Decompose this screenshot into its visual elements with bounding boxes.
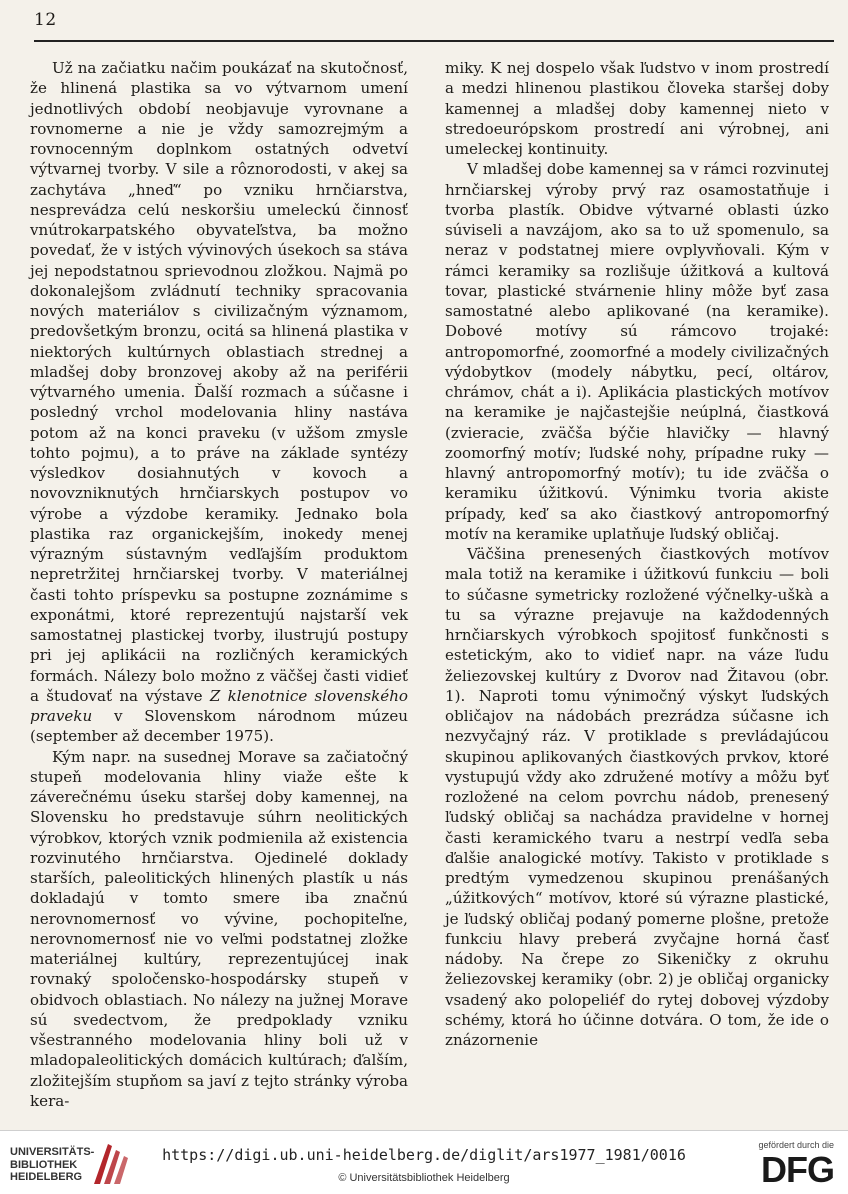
paragraph-text: v Slovenskom národnom múzeu (september až december 1975). (30, 707, 408, 746)
footer-rule (0, 1130, 848, 1131)
paragraph (30, 58, 408, 747)
logo-line: BIBLIOTHEK (10, 1158, 78, 1171)
header-rule (34, 40, 834, 42)
logo-line: UNIVERSITÄTS- (10, 1146, 95, 1158)
source-url-link[interactable]: https://digi.ub.uni-heidelberg.de/diglit/ars1977_1981/0016 (162, 1146, 686, 1164)
right-column (445, 58, 829, 1050)
paragraph: Väčšina prenesených čiastkových motívov mala totiž na keramike i úžitkovú funkciu — boli to súčasne symetricky rozložené výčnelky-uškà a tu sa výrazne prejavuje na každodenných hrnčiarskych výrobkoch spojitosť funkčnosti s estetickým, ako to vidieť napr. na váze ľudu želiezovskej kultúry z Dvorov nad Žitavou (obr. 1). Naproti tomu výnimočný výskyt ľudských obličajov na nádobách prezrádza súčasne ich nezvyčajný ráz. V protiklade s prevládajúcou skupinou aplikovaných čiastkových prvkov, ktoré vystupujú vždy ako združené motívy a môžu byť rozložené na celom povrchu nádob, prenesený ľudský obličaj sa nachádza pravidelne v hornej časti keramického tvaru a nestrpí vedľa seba ďalšie analogické motívy. Takisto v protiklade s predtým vymedzenou skupinou prenášaných „úžitkových“ motívov, ktoré sú výrazne plastické, je ľudský obličaj podaný pomerne plošne, pretože funkciu hlavy preberá zvyčajne horná časť nádoby. Na črepe zo Sikeničky z okruhu želiezovskej keramiky (obr. 2) je obličaj organicky vsadený ako polореliéf do rytej dobovej výzdoby schémy, ktorá ho účinne dotvára. O tom, že ide o znázornenie (445, 545, 829, 1049)
logo-line: HEIDELBERG (10, 1171, 83, 1183)
paragraph: V mladšej dobe kamennej sa v rámci rozvinutej hrnčiarskej výroby prvý raz osamostatňuje i tvorba plastík. Obidve výtvarné oblasti úzko súviseli a navzájom, ako sa to už spomenulo, sa neraz v podstatnej miere ovplyvňovali. Kým v rámci keramiky sa rozlišuje úžitková a kultová tovar, plastické stvárnenie hliny môže byť zasa samostatné alebo aplikované (na keramike). Dobové motívy sú rámcovo trojaké: antropomorfné, zoomorfné a modely civilizačných výdobytkov (modely nábytku, pecí, oltárov, chrámov, chát a i). Aplikácia plastických motívov na keramike je najčastejšie neúplná, čiastková (zvieracie, zväčša býčie hlavičky — hlavný zoomorfný motív; ľudské nohy, prípadne ruky — hlavný antropomorfný motív); tu ide zväčša o keramiku úžitkovú. Výnimku tvoria akiste prípady, keď sa ako čiastkový antropomorfný motív na keramike uplatňuje ľudský obličaj. (445, 160, 829, 543)
left-column (30, 58, 408, 1111)
dfg-logo: DFG (761, 1149, 834, 1190)
exhibition-title: Z klenotnice slovenského praveku (30, 686, 408, 725)
paragraph-text: Už na začiatku načim poukázať na skutočnosť, že hlinená plastika sa vo výtvarnom umení jednotlivých období neobjavuje vyrovnane a rovnomerne a nie je vždy samozrejmým a rovnocenným doplnkom ostatných odvetví výtvarnej tvorby. V sile a rôznorodosti, v akej sa zachytáva „hneď“ po vzniku hrnčiarstva, nesprevádza celú neskoršiu umeleckú činnosť vnútrokarpatského obyvateľstva, ba možno povedať, že v istých vývinových úsekoch sa stáva jej nepodstatnou sprievodnou zložkou. Najmä po dokonalejšom zvládnutí techniky spracovania nových materiálov s civilizačným významom, predovšetkým bronzu, ocitá sa hlinená plastika v niektorých kultúrnych oblastiach strednej a mladšej doby bronzovej akoby až na periférii výtvarného umenia. Ďalší rozmach a súčasne i posledný vrchol modelovania hliny nastáva potom až na konci praveku (v užšom zmysle tohto pojmu), a to práve na základe syntézy výsledkov dosiahnutých v kovoch a novovzniknutých hrnčiarskych postupov vo výrobe a výzdobe keramiky. Jednako bola plastika raz organickejším, inokedy menej výrazným sústavným vedľajším produktom nepretržitej hrnčiarskej tvorby. V materiálnej časti tohto príspevku sa postupne zoznámime s exponátmi, ktoré reprezentujú najstarší vek samostatnej plastickej tvorby, ilustrujú postupy pri jej aplikácii na rozličných keramických formách. Nálezy bolo možno z väčšej časti vidieť a študovať na výstave (30, 59, 408, 705)
funded-by-label: gefördert durch die (758, 1140, 834, 1150)
copyright-text: © Universitätsbibliothek Heidelberg (338, 1172, 510, 1184)
page-number: 12 (34, 10, 57, 30)
paragraph: miky. K nej dospelo však ľudstvo v inom prostredí a medzi hlinenou plastikou človeka staršej doby kamennej a mladšej doby kamennej nieto v stredoeurópskom prostredí ani výrobnej, ani umeleckej kontinuity. (445, 59, 829, 158)
paragraph: Kým napr. na susednej Morave sa začiatočný stupeň modelovania hliny viaže ešte k záverečnému úseku staršej doby kamennej, na Slovensku ho predstavuje súhrn neolitických výrobkov, ktorých vznik podmienila až existencia rozvinutého hrnčiarstva. Ojedinelé doklady starších, paleolitických hlinených plastík u nás dokladajú v tomto smere iba značnú nerovnomernosť vo vývine, pochopiteľne, nerovnomernosť nie vo veľmi podstatnej zložke materiálnej kultúry, reprezentujúcej inak rovnaký spoločensko-hospodársky stupeň v obidvoch oblastiach. No nálezy na južnej Morave sú svedectvom, že predpoklady vzniku všestranného modelovania hliny boli už v mladopaleolitických domácich kultúrach; ďalším, zložitejším stupňom sa javí z tejto stránky výroba kera- (30, 747, 408, 1110)
